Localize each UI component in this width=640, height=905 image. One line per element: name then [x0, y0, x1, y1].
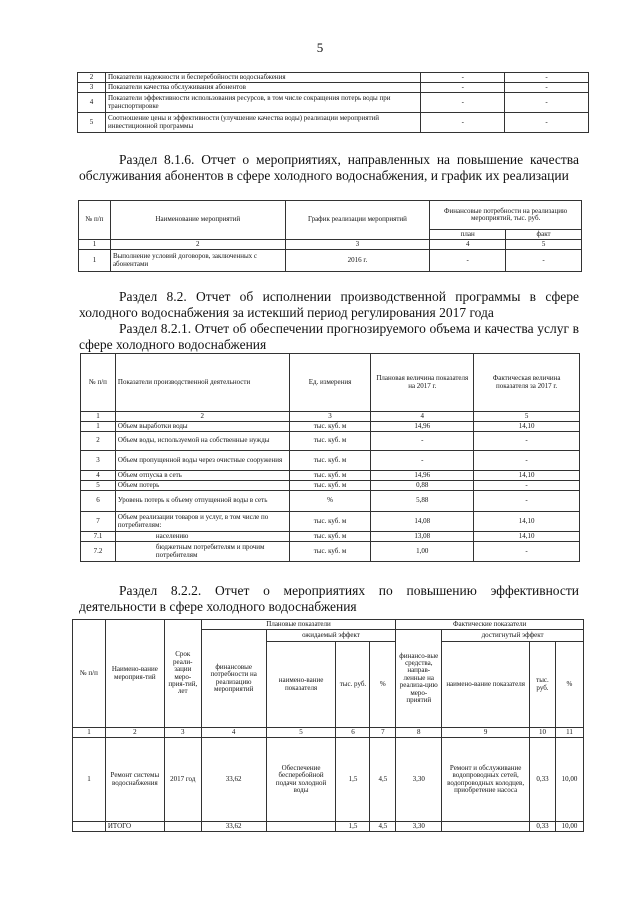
cell-fact: - [474, 491, 580, 512]
cell-ach-rub: 0,33 [530, 738, 556, 822]
cell-unit: тыс. куб. м [289, 542, 371, 562]
header-achieved: достигнутый эффект [442, 630, 584, 642]
total-pct: 4,5 [370, 822, 396, 832]
cell-num: 7 [81, 512, 116, 532]
cell-plan: - [371, 432, 474, 451]
cell-name: Объем потерь [115, 481, 289, 491]
cell-plan: 5,88 [371, 491, 474, 512]
cell-term: 2017 год [164, 738, 201, 822]
cell-schedule: 2016 г. [285, 250, 430, 272]
table-row [73, 738, 584, 822]
cell-name: бюджетным потребителям и прочим потребителям [115, 542, 289, 562]
cell-fact: 14,10 [474, 532, 580, 542]
header-fact: Фактическая величина показателя за 2017 г. [474, 354, 580, 412]
index-cell: 1 [81, 412, 116, 422]
header-plan: Плановая величина показателя на 2017 г. [371, 354, 474, 412]
table-row [78, 73, 589, 83]
table-row [78, 93, 589, 113]
cell-value: - [505, 83, 589, 93]
cell-num: 2 [78, 73, 106, 83]
cell-plan: 14,08 [371, 512, 474, 532]
cell-empty [73, 822, 106, 832]
table-row [81, 451, 580, 471]
header-fact-indicators: Фактические показатели [396, 620, 584, 630]
cell-plan: - [430, 250, 506, 272]
index-cell: 4 [371, 412, 474, 422]
header-finance: Финансовые потребности на реализацию мероприятий, тыс. руб. [430, 201, 582, 230]
index-cell: 8 [396, 728, 442, 738]
header-expected: ожидаемый эффект [266, 630, 396, 642]
index-cell: 6 [336, 728, 370, 738]
section-8-2-1-heading: Раздел 8.2.1. Отчет об обеспечении прогнозируемого объема и качества услуг в сфере холодного водоснабжения [79, 321, 579, 352]
cell-name: Ремонт системы водоснабжения [105, 738, 164, 822]
production-table [80, 353, 580, 562]
cell-unit: тыс. куб. м [289, 532, 371, 542]
header-ind-name: наимено-вание показателя [266, 642, 336, 728]
table-row [81, 432, 580, 451]
header-term: Срок реали-зации меро-прия-тий, лет [164, 620, 201, 728]
cell-name: Объем реализации товаров и услуг, в том числе по потребителям: [115, 512, 289, 532]
cell-fact: 14,10 [474, 471, 580, 481]
header-schedule: График реализации мероприятий [285, 201, 430, 240]
header-pct: % [555, 642, 583, 728]
index-cell: 4 [430, 240, 506, 250]
cell-plan: 14,96 [371, 422, 474, 432]
cell-num: 2 [81, 432, 116, 451]
cell-fact: - [474, 451, 580, 471]
cell-num: 4 [81, 471, 116, 481]
cell-value: - [421, 73, 505, 83]
total-fin-need: 33,62 [201, 822, 266, 832]
header-num: № п/п [73, 620, 106, 728]
cell-unit: тыс. куб. м [289, 481, 371, 491]
indicators-table [77, 72, 589, 133]
cell-value: - [505, 93, 589, 113]
index-cell: 11 [555, 728, 583, 738]
cell-ind-name: Обеспечение бесперебойной подачи холодной воды [266, 738, 336, 822]
cell-fin-need: 33,62 [201, 738, 266, 822]
cell-num: 4 [78, 93, 106, 113]
cell-num: 5 [78, 113, 106, 133]
cell-fact: 14,10 [474, 512, 580, 532]
table-row [81, 542, 580, 562]
index-cell: 3 [285, 240, 430, 250]
cell-fin-means: 3,30 [396, 738, 442, 822]
index-cell: 3 [164, 728, 201, 738]
efficiency-table [72, 619, 584, 832]
cell-num: 3 [81, 451, 116, 471]
header-fin-need: финансовые потребности на реализацию мероприятий [201, 630, 266, 728]
index-cell: 5 [266, 728, 336, 738]
cell-fact: 14,10 [474, 422, 580, 432]
table-row [81, 532, 580, 542]
index-cell: 2 [115, 412, 289, 422]
cell-num: 1 [79, 250, 111, 272]
total-label: ИТОГО [105, 822, 164, 832]
cell-value: - [421, 93, 505, 113]
cell-value: - [421, 83, 505, 93]
cell-name: Объем пропущенной воды через очистные сооружения [115, 451, 289, 471]
header-fin-means: финансо-вые средства, направ-ленные на реализа-цию меро-приятий [396, 630, 442, 728]
cell-unit: тыс. куб. м [289, 451, 371, 471]
cell-value: - [505, 73, 589, 83]
cell-num: 7.2 [81, 542, 116, 562]
cell-unit: тыс. куб. м [289, 512, 371, 532]
header-pct: % [370, 642, 396, 728]
cell-name: Показатели надежности и бесперебойности водоснабжения [105, 73, 420, 83]
activities-table [78, 200, 582, 272]
cell-num: 1 [81, 422, 116, 432]
cell-num: 6 [81, 491, 116, 512]
page-number: 5 [316, 40, 324, 55]
index-cell: 5 [506, 240, 582, 250]
table-row [81, 512, 580, 532]
cell-value: - [421, 113, 505, 133]
index-cell: 3 [289, 412, 371, 422]
cell-plan: - [371, 451, 474, 471]
cell-value: - [505, 113, 589, 133]
header-rub: тыс. руб. [530, 642, 556, 728]
index-cell: 1 [79, 240, 111, 250]
table-row [81, 481, 580, 491]
index-cell: 5 [474, 412, 580, 422]
cell-fact: - [474, 481, 580, 491]
table-row [78, 113, 589, 133]
header-num: № п/п [79, 201, 111, 240]
index-cell: 2 [105, 728, 164, 738]
header-fact: факт [506, 230, 582, 240]
cell-plan: 13,08 [371, 532, 474, 542]
table-row [81, 471, 580, 481]
header-plan: план [430, 230, 506, 240]
header-indicator: Показатели производственной деятельности [115, 354, 289, 412]
header-num: № п/п [81, 354, 116, 412]
header-name: Наимено-вание мероприя-тий [105, 620, 164, 728]
index-cell: 10 [530, 728, 556, 738]
cell-name: Показатели качества обслуживания абонентов [105, 83, 420, 93]
cell-name: Выполнение условий договоров, заключенных с абонентами [110, 250, 285, 272]
section-8-2-heading: Раздел 8.2. Отчет об исполнении производственной программы в сфере холодного водоснабжения за истекший период регулирования 2017 года [79, 289, 579, 320]
cell-unit: тыс. куб. м [289, 432, 371, 451]
cell-plan: 14,96 [371, 471, 474, 481]
cell-ach-name: Ремонт и обслуживание водопроводных сетей, водопроводных колодцев, приобретение насоса [442, 738, 530, 822]
cell-name: Соотношение цены и эффективности (улучшение качества воды) реализации мероприятий инвестиционной программы [105, 113, 420, 133]
total-row [73, 822, 584, 832]
table-row [79, 250, 582, 272]
cell-empty [442, 822, 530, 832]
cell-name: Объем отпуска в сеть [115, 471, 289, 481]
cell-num: 5 [81, 481, 116, 491]
cell-fact: - [474, 432, 580, 451]
table-row [81, 491, 580, 512]
cell-plan: 1,00 [371, 542, 474, 562]
cell-name: Объем воды, используемой на собственные нужды [115, 432, 289, 451]
index-cell: 9 [442, 728, 530, 738]
header-plan-indicators: Плановые показатели [201, 620, 396, 630]
total-rub: 1,5 [336, 822, 370, 832]
cell-unit: % [289, 491, 371, 512]
header-ind-name: наимено-вание показателя [442, 642, 530, 728]
index-row [73, 728, 584, 738]
total-ach-pct: 10,00 [555, 822, 583, 832]
index-row [81, 412, 580, 422]
header-rub: тыс. руб. [336, 642, 370, 728]
index-cell: 2 [110, 240, 285, 250]
cell-empty [164, 822, 201, 832]
cell-num: 7.1 [81, 532, 116, 542]
total-fin-means: 3,30 [396, 822, 442, 832]
section-8-1-6-heading: Раздел 8.1.6. Отчет о мероприятиях, направленных на повышение качества обслуживания абонентов в сфере холодного водоснабжения, и график их реализации [79, 152, 579, 183]
cell-empty [266, 822, 336, 832]
cell-name: Объем выработки воды [115, 422, 289, 432]
table-row [78, 83, 589, 93]
cell-name: Уровень потерь к объему отпущенной воды в сеть [115, 491, 289, 512]
cell-plan: 0,88 [371, 481, 474, 491]
cell-pct: 4,5 [370, 738, 396, 822]
section-8-2-2-heading: Раздел 8.2.2. Отчет о мероприятиях по повышению эффективности деятельности в сфере холодного водоснабжения [79, 583, 579, 614]
table-row [81, 422, 580, 432]
index-cell: 4 [201, 728, 266, 738]
index-cell: 7 [370, 728, 396, 738]
cell-num: 3 [78, 83, 106, 93]
header-name: Наименование мероприятий [110, 201, 285, 240]
cell-name: населению [115, 532, 289, 542]
header-unit: Ед. измерения [289, 354, 371, 412]
index-cell: 1 [73, 728, 106, 738]
cell-num: 1 [73, 738, 106, 822]
cell-unit: тыс. куб. м [289, 471, 371, 481]
cell-name: Показатели эффективности использования ресурсов, в том числе сокращения потерь воды при транспортировке [105, 93, 420, 113]
total-ach-rub: 0,33 [530, 822, 556, 832]
cell-unit: тыс. куб. м [289, 422, 371, 432]
cell-fact: - [506, 250, 582, 272]
cell-ach-pct: 10,00 [555, 738, 583, 822]
cell-fact: - [474, 542, 580, 562]
cell-rub: 1,5 [336, 738, 370, 822]
index-row [79, 240, 582, 250]
